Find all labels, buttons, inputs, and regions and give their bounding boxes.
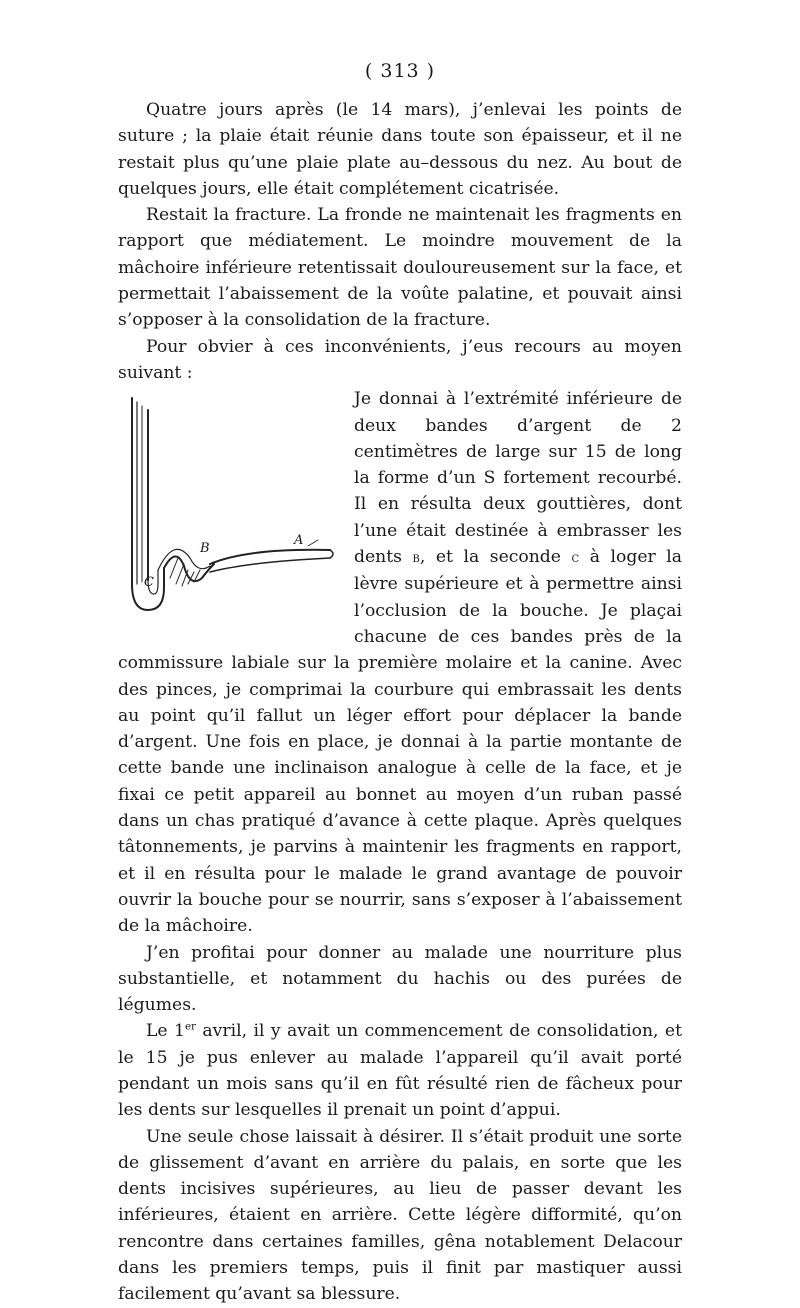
page-body: [118, 97, 682, 1308]
figure-label-a: A: [294, 533, 304, 549]
paragraph-deformity: Une seule chose laissait à désirer. Il s’était produit une sorte de glissement d’avant en arrière du palais, en sorte que les dents incisives supérieures, au lieu de passer devant les inférieures, étaient en arrière. Cette légère difformité, qu’on rencontre dans certaines familles, gêna notablement Delacour dans les premiers temps, puis il finit par mastiquer aussi facilement qu’avant sa blessure.: [118, 1126, 682, 1305]
paragraph-apparatus: [118, 386, 682, 939]
silver-band-figure: [118, 388, 346, 624]
paragraph-nourishment: J’en profitai pour donner au malade une nourriture plus substantielle, et notamment du hachis ou des purées de légumes.: [118, 942, 682, 1016]
page-number: ( 313 ): [364, 60, 436, 82]
apparatus-letter-c: c: [571, 550, 580, 567]
apparatus-letter-b: b: [412, 550, 420, 567]
paragraph-sutures: Quatre jours après (le 14 mars), j’enlevai les points de suture ; la plaie était réunie dans toute son épaisseur, et il ne restait plus qu’une plaie plate au–dessous du nez. Au bout de quelques jours, elle était complétement cicatrisée.: [118, 100, 682, 199]
apparatus-text-1: Je donnai à l’extrémité inférieure de deux bandes d’argent de 2 centimètres de large sur 15 de long la forme d’un S fortement recourbé. Il en résulta deux gouttières, dont l’une était destinée à embrasser les dents: [354, 389, 682, 568]
apparatus-text-3: à loger la lèvre supérieure et à permettre ainsi l’occlusion de la bouche. Je plaçai chacune de ces bandes près de la commissure labiale sur la première molaire et la canine. Avec des pinces, je comprimai la courbure qui embrassait les dents au point qu’il fallut un léger effort pour déplacer la bande d’argent. Une fois en place, je donnai à la partie montante de cette bande une inclinaison analogue à celle de la face, et je fixai ce petit appareil au bonnet au moyen d’un ruban passé dans un chas pratiqué d’avance à cette plaque. Après quelques tâtonnements, je parvins à maintenir les fragments en rapport, et il en résulta pour le malade le grand avantage de pouvoir ouvrir la bouche pour se nourrir, sans s’exposer à l’abaissement de la mâchoire.: [118, 547, 682, 937]
april-superscript: er: [184, 1020, 196, 1033]
april-text-pre: Le 1: [146, 1021, 185, 1042]
apparatus-text-2: , et la seconde: [419, 547, 572, 568]
paragraph-fracture: Restait la fracture. La fronde ne maintenait les fragments en rapport que médiatement. Le moindre mouvement de la mâchoire inférieure retentissait douloureusement sur la face, et permettait l’abaissement de la voûte palatine, et pouvait ainsi s’opposer à la consolidation de la fracture.: [118, 205, 682, 331]
paragraph-april: [118, 1018, 682, 1123]
figure-label-c: C: [144, 575, 154, 591]
figure-label-b: B: [200, 541, 210, 557]
april-text-post: avril, il y avait un commencement de consolidation, et le 15 je pus enlever au malade l’appareil qu’il avait porté pendant un mois sans qu’il en fût résulté rien de fâcheux pour les dents sur lesquelles il prenait un point d’appui.: [118, 1021, 682, 1121]
paragraph-remedy-intro: Pour obvier à ces inconvénients, j’eus recours au moyen suivant :: [118, 336, 682, 383]
